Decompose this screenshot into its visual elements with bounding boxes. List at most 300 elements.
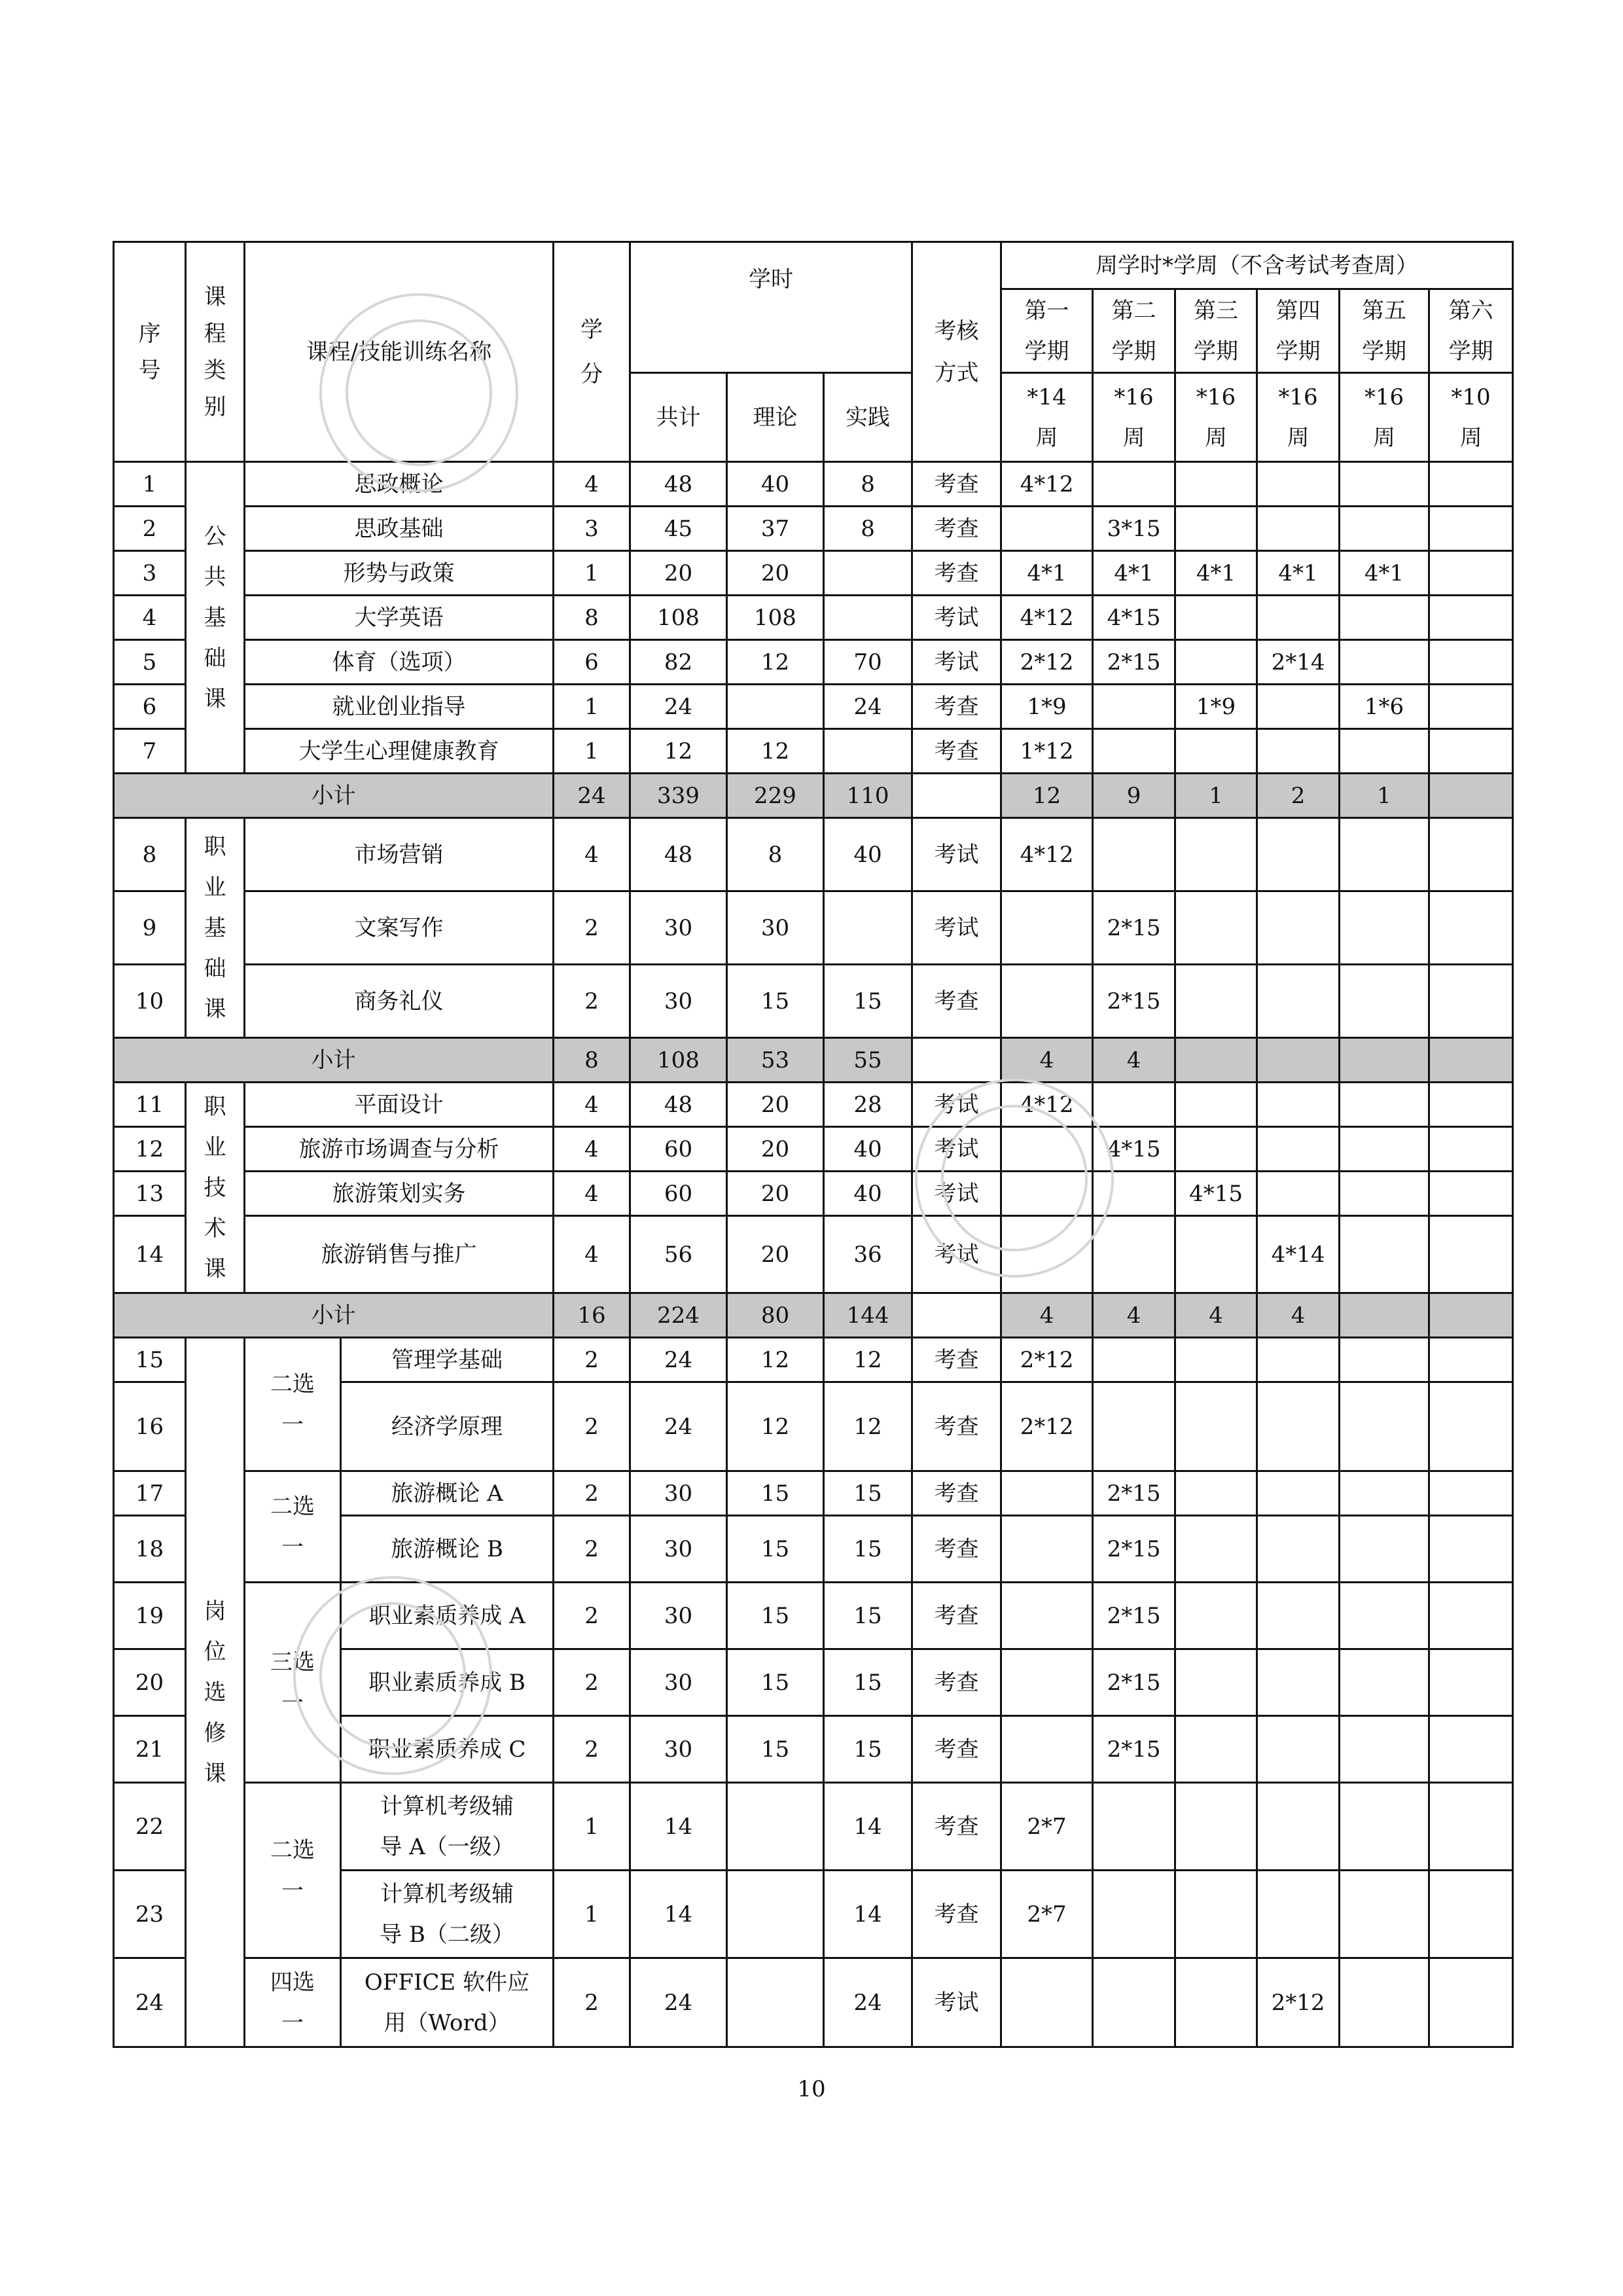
row-term: 1*12 bbox=[1001, 729, 1093, 774]
row-practice: 15 bbox=[824, 1649, 912, 1716]
row-credit: 3 bbox=[554, 507, 630, 551]
page-number: 10 bbox=[797, 2076, 826, 2102]
row-practice: 15 bbox=[824, 1583, 912, 1649]
row-total: 30 bbox=[630, 1516, 727, 1583]
row-term bbox=[1340, 1382, 1429, 1471]
row-total: 24 bbox=[630, 1958, 727, 2047]
subtotal-row bbox=[114, 774, 1513, 818]
row-theory: 108 bbox=[727, 596, 824, 640]
row-assess: 考查 bbox=[912, 1471, 1001, 1516]
row-practice: 36 bbox=[824, 1216, 912, 1293]
row-term: 1*9 bbox=[1001, 685, 1093, 729]
row-term bbox=[1175, 1583, 1257, 1649]
row-term bbox=[1257, 1783, 1340, 1871]
row-total: 48 bbox=[630, 462, 727, 507]
course-name: 旅游市场调查与分析 bbox=[245, 1127, 554, 1172]
row-seq: 12 bbox=[114, 1127, 186, 1172]
subtotal-term: 1 bbox=[1175, 774, 1257, 818]
row-practice: 14 bbox=[824, 1871, 912, 1958]
subtotal-theory: 80 bbox=[727, 1293, 824, 1338]
row-term bbox=[1001, 1958, 1093, 2047]
choice-group: 三选 一 bbox=[245, 1583, 341, 1783]
subtotal-term: 4 bbox=[1001, 1038, 1093, 1083]
category-vocational_basic: 职 业 基 础 课 bbox=[186, 818, 245, 1038]
row-term bbox=[1093, 1871, 1175, 1958]
row-term bbox=[1093, 1172, 1175, 1216]
row-term bbox=[1175, 596, 1257, 640]
course-name: 计算机考级辅 导 B（二级） bbox=[341, 1871, 554, 1958]
row-term bbox=[1175, 1649, 1257, 1716]
row-total: 82 bbox=[630, 640, 727, 685]
row-assess: 考查 bbox=[912, 1516, 1001, 1583]
row-theory: 15 bbox=[727, 1583, 824, 1649]
row-total: 60 bbox=[630, 1127, 727, 1172]
row-total: 30 bbox=[630, 1649, 727, 1716]
row-credit: 4 bbox=[554, 1172, 630, 1216]
row-credit: 2 bbox=[554, 1382, 630, 1471]
subtotal-term bbox=[1340, 1293, 1429, 1338]
header-practice: 实践 bbox=[824, 373, 912, 462]
header-seq: 序 号 bbox=[114, 242, 186, 462]
row-term bbox=[1257, 596, 1340, 640]
subtotal-assess bbox=[912, 1293, 1001, 1338]
row-term bbox=[1257, 1127, 1340, 1172]
header-term-label: 第四 学期 bbox=[1257, 289, 1340, 373]
row-term: 2*15 bbox=[1093, 640, 1175, 685]
row-credit: 2 bbox=[554, 1338, 630, 1382]
subtotal-term: 2 bbox=[1257, 774, 1340, 818]
row-term bbox=[1340, 1871, 1429, 1958]
subtotal-label: 小计 bbox=[114, 774, 554, 818]
row-term bbox=[1429, 1583, 1513, 1649]
row-theory bbox=[727, 1871, 824, 1958]
row-credit: 4 bbox=[554, 1216, 630, 1293]
row-assess: 考查 bbox=[912, 729, 1001, 774]
row-theory: 15 bbox=[727, 1649, 824, 1716]
row-term bbox=[1429, 1516, 1513, 1583]
row-theory: 15 bbox=[727, 1716, 824, 1783]
course-name: 思政概论 bbox=[245, 462, 554, 507]
row-term bbox=[1429, 818, 1513, 891]
row-term bbox=[1429, 1338, 1513, 1382]
row-seq: 7 bbox=[114, 729, 186, 774]
subtotal-credit: 16 bbox=[554, 1293, 630, 1338]
row-theory: 12 bbox=[727, 1382, 824, 1471]
row-term bbox=[1340, 596, 1429, 640]
row-term bbox=[1175, 1471, 1257, 1516]
row-credit: 1 bbox=[554, 551, 630, 596]
row-seq: 9 bbox=[114, 891, 186, 965]
row-term bbox=[1093, 685, 1175, 729]
row-theory: 20 bbox=[727, 551, 824, 596]
row-term bbox=[1340, 1716, 1429, 1783]
row-term bbox=[1429, 1871, 1513, 1958]
row-credit: 2 bbox=[554, 965, 630, 1038]
row-theory bbox=[727, 1783, 824, 1871]
row-term bbox=[1257, 1583, 1340, 1649]
row-term: 4*15 bbox=[1093, 1127, 1175, 1172]
row-term bbox=[1429, 1471, 1513, 1516]
row-term bbox=[1257, 1649, 1340, 1716]
row-term: 2*15 bbox=[1093, 1716, 1175, 1783]
row-credit: 6 bbox=[554, 640, 630, 685]
row-credit: 4 bbox=[554, 1083, 630, 1127]
row-credit: 1 bbox=[554, 1871, 630, 1958]
row-theory: 20 bbox=[727, 1127, 824, 1172]
row-term bbox=[1340, 1083, 1429, 1127]
course-name: 大学英语 bbox=[245, 596, 554, 640]
row-credit: 2 bbox=[554, 1471, 630, 1516]
row-term bbox=[1093, 729, 1175, 774]
course-name: 旅游概论 A bbox=[341, 1471, 554, 1516]
subtotal-total: 339 bbox=[630, 774, 727, 818]
row-term bbox=[1093, 462, 1175, 507]
row-credit: 2 bbox=[554, 1516, 630, 1583]
subtotal-term: 4 bbox=[1001, 1293, 1093, 1338]
row-seq: 4 bbox=[114, 596, 186, 640]
row-seq: 13 bbox=[114, 1172, 186, 1216]
row-term bbox=[1175, 462, 1257, 507]
row-assess: 考查 bbox=[912, 1382, 1001, 1471]
row-term: 2*12 bbox=[1001, 1382, 1093, 1471]
row-assess: 考查 bbox=[912, 1716, 1001, 1783]
row-practice: 28 bbox=[824, 1083, 912, 1127]
row-assess: 考试 bbox=[912, 640, 1001, 685]
header-term-label: 第三 学期 bbox=[1175, 289, 1257, 373]
row-theory: 40 bbox=[727, 462, 824, 507]
row-term: 4*12 bbox=[1001, 818, 1093, 891]
row-theory bbox=[727, 1958, 824, 2047]
row-seq: 19 bbox=[114, 1583, 186, 1649]
choice-group: 四选 一 bbox=[245, 1958, 341, 2047]
subtotal-label: 小计 bbox=[114, 1293, 554, 1338]
row-term bbox=[1257, 1338, 1340, 1382]
row-term bbox=[1093, 1083, 1175, 1127]
header-term-weeks: *14 周 bbox=[1001, 373, 1093, 462]
row-total: 48 bbox=[630, 818, 727, 891]
row-seq: 5 bbox=[114, 640, 186, 685]
row-credit: 1 bbox=[554, 729, 630, 774]
row-practice: 40 bbox=[824, 1172, 912, 1216]
row-term bbox=[1001, 507, 1093, 551]
row-total: 12 bbox=[630, 729, 727, 774]
row-term bbox=[1093, 1958, 1175, 2047]
course-name: 市场营销 bbox=[245, 818, 554, 891]
row-seq: 1 bbox=[114, 462, 186, 507]
row-term bbox=[1340, 729, 1429, 774]
table-row bbox=[114, 1338, 1513, 1382]
row-total: 45 bbox=[630, 507, 727, 551]
subtotal-total: 224 bbox=[630, 1293, 727, 1338]
subtotal-practice: 144 bbox=[824, 1293, 912, 1338]
row-assess: 考试 bbox=[912, 891, 1001, 965]
table-row bbox=[114, 242, 1513, 289]
choice-group: 二选 一 bbox=[245, 1338, 341, 1471]
table-row bbox=[114, 1216, 1513, 1293]
row-seq: 24 bbox=[114, 1958, 186, 2047]
row-total: 30 bbox=[630, 1583, 727, 1649]
header-term-weeks: *16 周 bbox=[1175, 373, 1257, 462]
row-term bbox=[1175, 729, 1257, 774]
row-term bbox=[1429, 965, 1513, 1038]
row-term: 2*15 bbox=[1093, 1516, 1175, 1583]
row-assess: 考试 bbox=[912, 1083, 1001, 1127]
row-assess: 考查 bbox=[912, 965, 1001, 1038]
row-assess: 考试 bbox=[912, 596, 1001, 640]
row-seq: 6 bbox=[114, 685, 186, 729]
row-term bbox=[1340, 1471, 1429, 1516]
subtotal-term bbox=[1340, 1038, 1429, 1083]
row-term bbox=[1001, 1649, 1093, 1716]
subtotal-term: 4 bbox=[1257, 1293, 1340, 1338]
row-term: 4*12 bbox=[1001, 1083, 1093, 1127]
row-term: 4*12 bbox=[1001, 462, 1093, 507]
row-term: 2*12 bbox=[1001, 1338, 1093, 1382]
category-elective: 岗 位 选 修 课 bbox=[186, 1338, 245, 2047]
row-term bbox=[1429, 685, 1513, 729]
header-term-weeks: *16 周 bbox=[1340, 373, 1429, 462]
row-assess: 考试 bbox=[912, 818, 1001, 891]
row-term bbox=[1257, 818, 1340, 891]
row-term bbox=[1257, 1172, 1340, 1216]
row-credit: 2 bbox=[554, 1649, 630, 1716]
row-term bbox=[1257, 462, 1340, 507]
row-term bbox=[1257, 891, 1340, 965]
row-theory: 30 bbox=[727, 891, 824, 965]
row-term: 4*15 bbox=[1093, 596, 1175, 640]
course-name: 旅游策划实务 bbox=[245, 1172, 554, 1216]
course-name: 职业素质养成 B bbox=[341, 1649, 554, 1716]
row-credit: 2 bbox=[554, 1583, 630, 1649]
row-total: 108 bbox=[630, 596, 727, 640]
row-term: 2*15 bbox=[1093, 1471, 1175, 1516]
row-seq: 20 bbox=[114, 1649, 186, 1716]
row-term: 2*15 bbox=[1093, 965, 1175, 1038]
row-term bbox=[1001, 1516, 1093, 1583]
row-theory: 12 bbox=[727, 1338, 824, 1382]
row-total: 14 bbox=[630, 1783, 727, 1871]
row-theory: 15 bbox=[727, 1516, 824, 1583]
row-practice: 15 bbox=[824, 965, 912, 1038]
header-theory: 理论 bbox=[727, 373, 824, 462]
row-total: 24 bbox=[630, 1382, 727, 1471]
row-seq: 18 bbox=[114, 1516, 186, 1583]
subtotal-term bbox=[1175, 1038, 1257, 1083]
row-term bbox=[1257, 1516, 1340, 1583]
row-term bbox=[1257, 1382, 1340, 1471]
row-term bbox=[1340, 640, 1429, 685]
row-theory: 20 bbox=[727, 1083, 824, 1127]
row-term bbox=[1093, 1216, 1175, 1293]
row-term bbox=[1429, 1083, 1513, 1127]
row-term: 4*1 bbox=[1175, 551, 1257, 596]
row-term bbox=[1257, 1083, 1340, 1127]
row-seq: 22 bbox=[114, 1783, 186, 1871]
row-seq: 16 bbox=[114, 1382, 186, 1471]
row-practice: 12 bbox=[824, 1338, 912, 1382]
row-term bbox=[1429, 1716, 1513, 1783]
row-term bbox=[1340, 1649, 1429, 1716]
table-body bbox=[114, 242, 1513, 2047]
header-term-label: 第一 学期 bbox=[1001, 289, 1093, 373]
row-term bbox=[1093, 1382, 1175, 1471]
course-name: 旅游概论 B bbox=[341, 1516, 554, 1583]
row-term bbox=[1175, 1716, 1257, 1783]
row-credit: 2 bbox=[554, 891, 630, 965]
row-seq: 11 bbox=[114, 1083, 186, 1127]
row-theory: 15 bbox=[727, 1471, 824, 1516]
row-total: 30 bbox=[630, 965, 727, 1038]
row-total: 60 bbox=[630, 1172, 727, 1216]
row-practice bbox=[824, 596, 912, 640]
row-term: 4*1 bbox=[1001, 551, 1093, 596]
category-public: 公 共 基 础 课 bbox=[186, 462, 245, 774]
row-term bbox=[1001, 1716, 1093, 1783]
row-seq: 23 bbox=[114, 1871, 186, 1958]
row-term: 1*9 bbox=[1175, 685, 1257, 729]
subtotal-credit: 8 bbox=[554, 1038, 630, 1083]
row-term bbox=[1429, 1382, 1513, 1471]
row-seq: 14 bbox=[114, 1216, 186, 1293]
row-term bbox=[1340, 462, 1429, 507]
row-seq: 10 bbox=[114, 965, 186, 1038]
row-assess: 考查 bbox=[912, 1783, 1001, 1871]
row-term: 4*1 bbox=[1093, 551, 1175, 596]
subtotal-credit: 24 bbox=[554, 774, 630, 818]
row-practice bbox=[824, 551, 912, 596]
row-term bbox=[1001, 891, 1093, 965]
row-practice: 15 bbox=[824, 1716, 912, 1783]
row-term bbox=[1257, 685, 1340, 729]
row-term bbox=[1257, 965, 1340, 1038]
row-term bbox=[1175, 1871, 1257, 1958]
row-term bbox=[1340, 1516, 1429, 1583]
header-assess: 考核 方式 bbox=[912, 242, 1001, 462]
subtotal-term: 4 bbox=[1093, 1038, 1175, 1083]
subtotal-theory: 53 bbox=[727, 1038, 824, 1083]
row-theory: 8 bbox=[727, 818, 824, 891]
row-term: 2*12 bbox=[1001, 640, 1093, 685]
header-term-label: 第六 学期 bbox=[1429, 289, 1513, 373]
row-credit: 4 bbox=[554, 818, 630, 891]
row-term bbox=[1429, 891, 1513, 965]
row-term bbox=[1257, 1471, 1340, 1516]
table-row bbox=[114, 596, 1513, 640]
row-term bbox=[1340, 891, 1429, 965]
table-row bbox=[114, 462, 1513, 507]
row-total: 48 bbox=[630, 1083, 727, 1127]
row-seq: 21 bbox=[114, 1716, 186, 1783]
row-credit: 2 bbox=[554, 1716, 630, 1783]
course-name: 体育（选项） bbox=[245, 640, 554, 685]
row-assess: 考查 bbox=[912, 685, 1001, 729]
row-term bbox=[1175, 507, 1257, 551]
row-term bbox=[1429, 729, 1513, 774]
subtotal-term: 1 bbox=[1340, 774, 1429, 818]
curriculum-table bbox=[113, 241, 1514, 2048]
header-hours: 学时 bbox=[630, 242, 912, 373]
row-term bbox=[1429, 551, 1513, 596]
row-practice: 8 bbox=[824, 462, 912, 507]
row-term bbox=[1340, 965, 1429, 1038]
subtotal-total: 108 bbox=[630, 1038, 727, 1083]
subtotal-term bbox=[1429, 1293, 1513, 1338]
subtotal-term bbox=[1257, 1038, 1340, 1083]
row-practice: 40 bbox=[824, 1127, 912, 1172]
course-name: 职业素质养成 A bbox=[341, 1583, 554, 1649]
row-term bbox=[1175, 818, 1257, 891]
header-term-weeks: *10 周 bbox=[1429, 373, 1513, 462]
row-term bbox=[1001, 1471, 1093, 1516]
row-term: 4*14 bbox=[1257, 1216, 1340, 1293]
row-term bbox=[1429, 1172, 1513, 1216]
table-row bbox=[114, 685, 1513, 729]
subtotal-theory: 229 bbox=[727, 774, 824, 818]
row-term bbox=[1257, 507, 1340, 551]
row-term bbox=[1429, 1127, 1513, 1172]
row-term bbox=[1175, 1127, 1257, 1172]
row-term: 4*1 bbox=[1257, 551, 1340, 596]
row-term bbox=[1001, 1127, 1093, 1172]
row-assess: 考查 bbox=[912, 462, 1001, 507]
table-row bbox=[114, 640, 1513, 685]
row-seq: 17 bbox=[114, 1471, 186, 1516]
table-row bbox=[114, 1083, 1513, 1127]
course-name: 管理学基础 bbox=[341, 1338, 554, 1382]
row-term bbox=[1001, 1216, 1093, 1293]
row-term bbox=[1429, 596, 1513, 640]
subtotal-term: 4 bbox=[1175, 1293, 1257, 1338]
row-term: 2*15 bbox=[1093, 1649, 1175, 1716]
row-theory bbox=[727, 685, 824, 729]
row-theory: 20 bbox=[727, 1172, 824, 1216]
row-term: 2*15 bbox=[1093, 1583, 1175, 1649]
row-term: 2*14 bbox=[1257, 640, 1340, 685]
row-term bbox=[1175, 965, 1257, 1038]
row-term: 4*12 bbox=[1001, 596, 1093, 640]
row-term: 2*7 bbox=[1001, 1871, 1093, 1958]
row-term bbox=[1093, 1338, 1175, 1382]
row-term bbox=[1429, 507, 1513, 551]
row-term bbox=[1175, 1216, 1257, 1293]
row-term bbox=[1175, 1783, 1257, 1871]
table-row bbox=[114, 1958, 1513, 2047]
row-term bbox=[1429, 1958, 1513, 2047]
course-name: 形势与政策 bbox=[245, 551, 554, 596]
row-term bbox=[1429, 640, 1513, 685]
row-practice: 40 bbox=[824, 818, 912, 891]
header-total: 共计 bbox=[630, 373, 727, 462]
row-seq: 15 bbox=[114, 1338, 186, 1382]
row-term bbox=[1093, 818, 1175, 891]
course-name: 平面设计 bbox=[245, 1083, 554, 1127]
row-term: 3*15 bbox=[1093, 507, 1175, 551]
header-term-label: 第五 学期 bbox=[1340, 289, 1429, 373]
row-term bbox=[1001, 1583, 1093, 1649]
subtotal-term: 12 bbox=[1001, 774, 1093, 818]
row-practice: 15 bbox=[824, 1471, 912, 1516]
course-name: 职业素质养成 C bbox=[341, 1716, 554, 1783]
table-row bbox=[114, 729, 1513, 774]
subtotal-row bbox=[114, 1293, 1513, 1338]
header-credit: 学 分 bbox=[554, 242, 630, 462]
subtotal-assess bbox=[912, 1038, 1001, 1083]
row-assess: 考试 bbox=[912, 1958, 1001, 2047]
row-assess: 考查 bbox=[912, 551, 1001, 596]
choice-group: 二选 一 bbox=[245, 1471, 341, 1583]
row-term bbox=[1340, 1127, 1429, 1172]
course-name: 思政基础 bbox=[245, 507, 554, 551]
